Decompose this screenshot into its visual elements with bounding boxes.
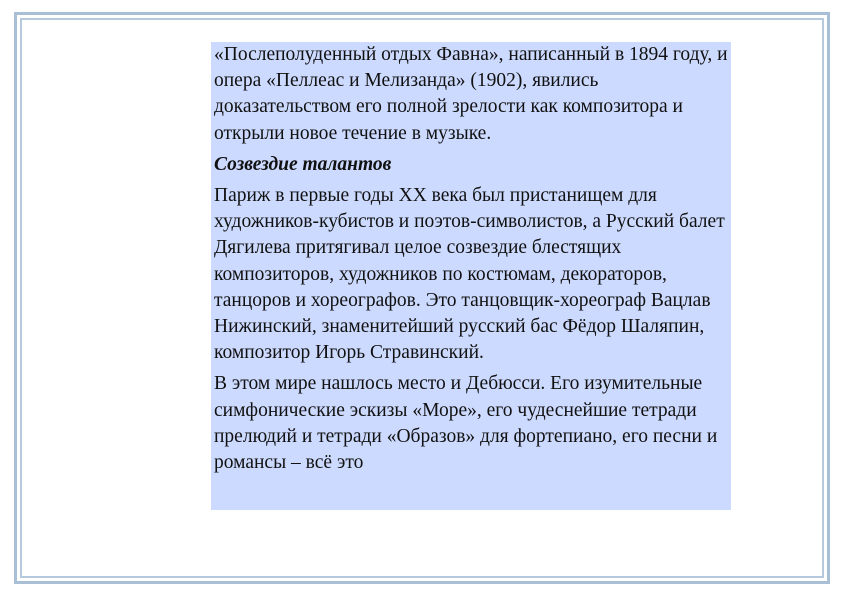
text-box bbox=[211, 42, 731, 510]
paragraph-intro: «Послеполуденный отдых Фавна», написанный в 1894 году, и опера «Пеллеас и Мелизанда» (1902), явились доказательством его полной зрелости как композитора и открыли новое течение в музыке. bbox=[214, 44, 728, 144]
section-heading: Созвездие талантов bbox=[214, 153, 392, 175]
paragraph-debussy: В этом мире нашлось место и Дебюсси. Его изумительные симфонические эскизы «Море», его чудеснейшие тетради прелюдий и тетради «Образов» для фортепиано, его песни и романсы – всё это bbox=[214, 373, 718, 474]
paragraph-paris: Париж в первые годы XX века был пристанищем для художников-кубистов и поэтов-символистов, а Русский балет Дягилева притягивал целое созвездие блестящих композиторов, художников по костюмам, декораторов, танцоров и хореографов. Это танцовщик-хореограф Вацлав Нижинский, знаменитейший русский бас Фёдор Шаляпин, композитор Игорь Стравинский. bbox=[214, 185, 725, 364]
